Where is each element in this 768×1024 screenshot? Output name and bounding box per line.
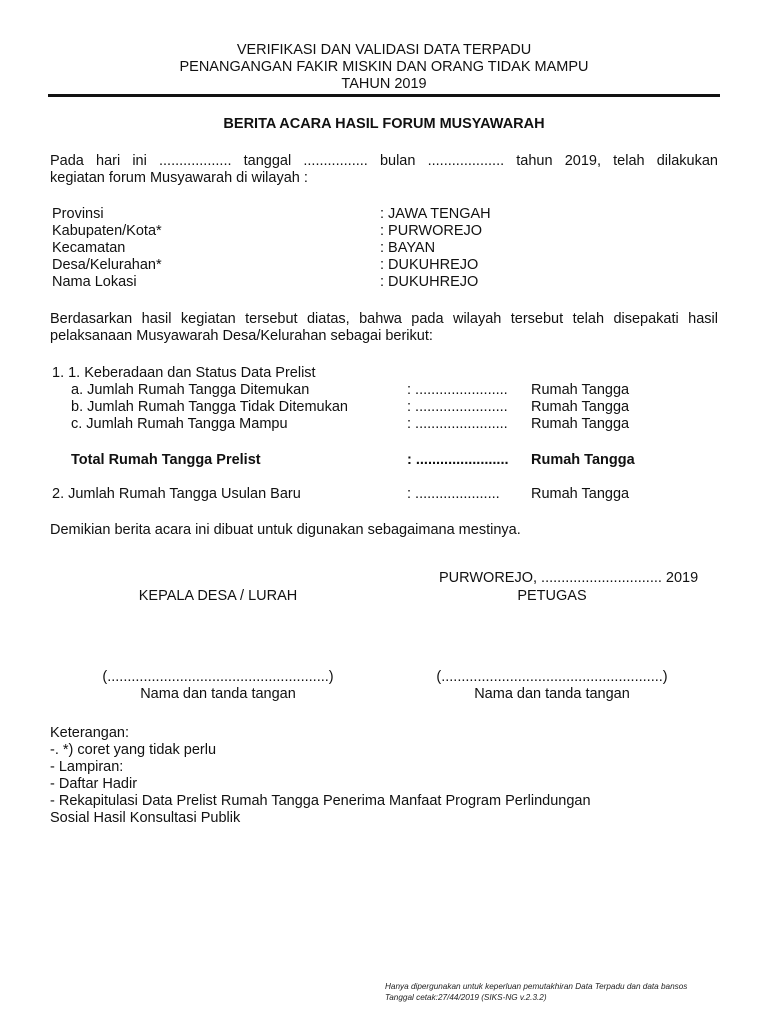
section1-item-label: a. Jumlah Rumah Tangga Ditemukan: [71, 382, 310, 398]
right-signatory-title: PETUGAS: [517, 588, 587, 604]
section1-item-value: : .......................: [407, 416, 508, 432]
note-line: - Rekapitulasi Data Prelist Rumah Tangga Penerima Manfaat Program Perlindungan: [50, 793, 591, 809]
location-value: : PURWOREJO: [380, 223, 483, 239]
print-footer: [385, 981, 687, 1003]
header-line-2: PENANGANGAN FAKIR MISKIN DAN ORANG TIDAK MAMPU: [179, 59, 589, 75]
result-line-2: pelaksanaan Musyawarah Desa/Kelurahan sebagai berikut:: [50, 328, 433, 344]
note-line: Keterangan:: [50, 725, 130, 741]
right-signature-blank: (.......................................................): [436, 669, 668, 685]
intro-line-1: Pada hari ini .................. tanggal ................ bulan ................... tahun 2019, telah dilakukan: [50, 153, 718, 169]
right-signature-caption: Nama dan tanda tangan: [474, 686, 630, 702]
location-value: : DUKUHREJO: [380, 257, 479, 273]
section2-value: : .....................: [407, 486, 500, 502]
footer-line-1: Hanya dipergunakan untuk keperluan pemutakhiran Data Terpadu dan data bansos: [385, 982, 688, 991]
note-line: -. *) coret yang tidak perlu: [50, 742, 217, 758]
section1-heading: 1. 1. Keberadaan dan Status Data Prelist: [52, 365, 316, 381]
section1-item-value: : .......................: [407, 382, 508, 398]
note-line: - Lampiran:: [50, 759, 124, 775]
location-value: : DUKUHREJO: [380, 274, 479, 290]
location-label: Desa/Kelurahan*: [52, 257, 162, 273]
section1-item-value: : .......................: [407, 399, 508, 415]
left-signature-blank: (.......................................................): [102, 669, 334, 685]
total-value: : .......................: [407, 452, 509, 468]
total-unit: Rumah Tangga: [531, 452, 635, 468]
header-divider: [48, 94, 720, 97]
result-line-1: Berdasarkan hasil kegiatan tersebut diatas, bahwa pada wilayah tersebut telah disepakati hasil: [50, 311, 718, 327]
location-label: Kabupaten/Kota*: [52, 223, 162, 239]
header-line-3: TAHUN 2019: [341, 76, 427, 92]
closing-statement: Demikian berita acara ini dibuat untuk digunakan sebagaimana mestinya.: [50, 522, 521, 538]
notes-section: [50, 725, 690, 827]
location-label: Nama Lokasi: [52, 274, 137, 290]
location-label: Kecamatan: [52, 240, 126, 256]
place-date: PURWOREJO, .............................. 2019: [439, 570, 699, 586]
left-signature-caption: Nama dan tanda tangan: [140, 686, 296, 702]
header-line-1: VERIFIKASI DAN VALIDASI DATA TERPADU: [236, 42, 532, 58]
left-signatory-title: KEPALA DESA / LURAH: [138, 588, 298, 604]
location-label: Provinsi: [52, 206, 104, 222]
total-label: Total Rumah Tangga Prelist: [71, 452, 261, 468]
location-value: : BAYAN: [380, 240, 436, 256]
footer-line-2: Tanggal cetak:27/44/2019 (SIKS-NG v.2.3.2): [385, 993, 547, 1002]
note-line: - Daftar Hadir: [50, 776, 138, 792]
note-line: Sosial Hasil Konsultasi Publik: [50, 810, 241, 826]
document-title: BERITA ACARA HASIL FORUM MUSYAWARAH: [223, 116, 545, 132]
intro-line-2: kegiatan forum Musyawarah di wilayah :: [50, 170, 308, 186]
section1-item-unit: Rumah Tangga: [531, 416, 630, 432]
section2-label: 2. Jumlah Rumah Tangga Usulan Baru: [52, 486, 301, 502]
section1-item-label: c. Jumlah Rumah Tangga Mampu: [71, 416, 288, 432]
location-value: : JAWA TENGAH: [380, 206, 491, 222]
section1-item-label: b. Jumlah Rumah Tangga Tidak Ditemukan: [71, 399, 348, 415]
section1-item-unit: Rumah Tangga: [531, 382, 630, 398]
section1-item-unit: Rumah Tangga: [531, 399, 630, 415]
section2-unit: Rumah Tangga: [531, 486, 630, 502]
